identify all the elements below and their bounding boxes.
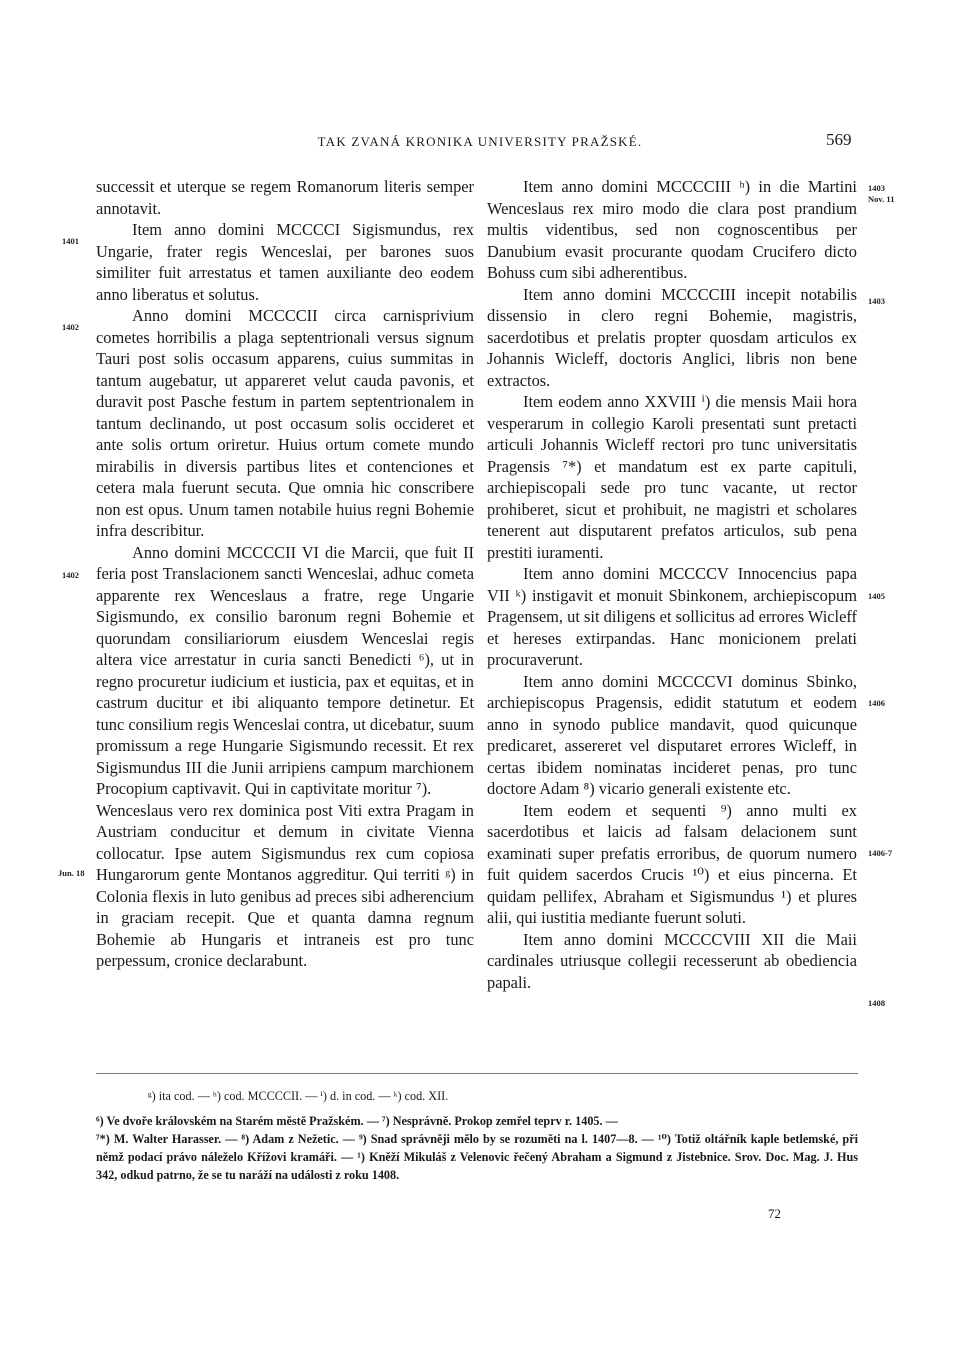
signature-mark: 72 — [768, 1206, 781, 1221]
right-paragraph-5: Item anno domini MCCCCVI dominus Sbinko, archiepiscopus Pragensis, edidit statutum et eodem anno in synodo publice mandavit, quod quicunque predicaret, assereret vel disputaret errores Wicleff, in certas ibidem nominatas incideret penas, pro tunc doctore Adam ⁸) vicario generali existente etc. — [487, 671, 857, 798]
margin-year-1401: 1401 — [62, 236, 79, 246]
left-paragraph-2: Item anno domini MCCCCI Sigismundus, rex Ungarie, frater regis Wenceslai, per barones suos similiter fuit arrestatus et tamen auxiliante deo eodem anno liberatus et solutus. — [96, 220, 474, 304]
right-paragraph-2: Item anno domini MCCCCIII incepit notabilis dissensio in clero regni Bohemie, magistris, sacerdotibus et prelatis propter quosdam articulos ex Johannis Wicleff, doctoris Anglici, libris non bene extractos. — [487, 284, 857, 390]
left-paragraph-3: Anno domini MCCCCII circa carnisprivium cometes horribilis a plaga septentrionali versus signum Tauri post solis occasum apparens, cuius summitas in tantum augebatur, ut appareret velut cauda pavonis, et duravit post Pasche festum in partem septentrionalem in tantum declinando, ut post occasum solis occideret et ante solis ortum oriretur. Huius ortum comete mundo mirabilis in diversis partibus lites et contenciones et cetera mala fuerunt secuta. Que omnia hic conscribere non est opus. Unum tamen notabile huius regni Bohemie infra describitur. — [96, 306, 474, 540]
margin-year-1402-b: 1402 — [62, 570, 79, 580]
page-number: 569 — [826, 130, 852, 149]
margin-date-jun18: Jun. 18 — [58, 868, 85, 878]
margin-year-1402: 1402 — [62, 322, 79, 332]
commentary-footnote-2: ⁷*) M. Walter Harasser. — ⁸) Adam z Nežetic. — ⁹) Snad správněji mělo by se rozuměti na l. 1407—8. — ¹⁰) Totiž oltářník kaple betlemské, při němž podací právo náleželo Křížovi kramáři. — ¹) Kněží Mikuláš z Velenovic řečený Abraham a Sigmund z Jistebnice. Srov. Doc. Mag. J. Hus 342, odkud patrno, že se tu naráží na události z roku 1408. — [96, 1132, 858, 1182]
right-paragraph-4: Item anno domini MCCCCV Innocencius papa VII ᵏ) instigavit et monuit Sbinkonem, archiepiscopum Pragensem, ut sit diligens et sollicitus ad errores Wicleff et hereses extirpandas. Hanc monicionem prelati procuraverunt. — [487, 564, 857, 669]
margin-year-1408: 1408 — [868, 998, 885, 1008]
commentary-footnotes — [96, 1112, 858, 1184]
right-paragraph-7: Item anno domini MCCCCVIII XII die Maii cardinales utriusque collegii recesserunt ab obediencia papali. — [487, 929, 857, 992]
margin-date-nov11: Nov. 11 — [868, 194, 895, 204]
right-paragraph-6: Item eodem et sequenti ⁹) anno multi ex sacerdotibus et laicis ad falsam delacionem sunt examinati super prefatis erroribus, de quorum numero fuit quidem sacerdos Crucis ¹⁰) et eius pincerna. Et quidam pellifex, Abraham et Sigismundus ¹) et plures alii, qui iustitia mediante fuerunt soluti. — [487, 800, 857, 927]
margin-year-1406: 1406 — [868, 698, 885, 708]
left-text-column — [96, 176, 474, 972]
right-text-column — [487, 176, 857, 993]
margin-year-1403: 1403 — [868, 183, 885, 193]
textual-footnotes: ᵍ) ita cod. — ʰ) cod. MCCCCII. — ⁱ) d. in cod. — ᵏ) cod. XII. — [148, 1089, 449, 1103]
running-title: TAK ZVANÁ KRONIKA UNIVERSITY PRAŽSKÉ. — [317, 134, 643, 149]
left-paragraph-5: Wenceslaus vero rex dominica post Viti extra Pragam in Austriam conducitur et demum in civitate Vienna collocatur. Ipse autem Sigismundus rex cum copiosa Hungarorum gente Montanos aggreditur. Qui territi ᵍ) in Colonia flexis in luto genibus ad preces sibi adherencium in graciam recepit. Que et quanta damna regnum Bohemie ab Hungaris et intraneis est pro tunc perpessum, cronice declarabunt. — [96, 800, 474, 970]
left-paragraph-1: successit et uterque se regem Romanorum literis semper annotavit. — [96, 177, 474, 218]
footnote-divider — [96, 1073, 858, 1074]
right-paragraph-3: Item eodem anno XXVIII ⁱ) die mensis Maii hora vesperarum in collegio Karoli presentati sunt pretacti articuli Johannis Wicleff rectori pro tunc universitatis Pragensis ⁷*) et mandatum est ex parte capituli, archiepiscopali sede pro tunc vacante, ut rector prohiberet, sicut et prohibuit, ne magistri et scholares tenerent aut disputarent prefatos articulos, sub pena prestiti iuramenti. — [487, 392, 857, 562]
margin-year-1406-7: 1406-7 — [868, 848, 893, 858]
commentary-footnote-1: ⁶) Ve dvoře královském na Starém městě Pražském. — ⁷) Nesprávně. Prokop zemřel teprv r. 1405. — — [96, 1114, 618, 1128]
margin-year-1405: 1405 — [868, 591, 885, 601]
right-paragraph-1: Item anno domini MCCCCIII ʰ) in die Martini Wenceslaus rex miro modo die clara post prandium multis videntibus, sed non cognoscentibus per Danubium evasit procurante quodam Crucifero dicto Bohuss cum sibi adherentibus. — [487, 177, 857, 282]
left-paragraph-4: Anno domini MCCCCII VI die Marcii, que fuit II feria post Translacionem sancti Wenceslai, adhuc cometa apparente rex Wenceslaus a fratre, rege Ungarie Sigismundo, ex consilio baronum regni Bohemie et quorundam consiliariorum eiusdem Wenceslai regis altera vice arrestatur in curia sancti Benedicti ⁶), ut in regno procuretur iudicium et iusticia, pax et equitas, et in castrum ducitur et ibi aliquanto tempore detinetur. Et tunc consilium regis Wenceslai contra, ut dicebatur, suum promissum a rege Hungarie Sigismundo recessit. Et rex Sigismundus III die Junii arripiens campum marchionem Procopium captivavit. Qui in captivitate moritur ⁷). — [96, 542, 474, 798]
margin-year-1403-b: 1403 — [868, 296, 885, 306]
